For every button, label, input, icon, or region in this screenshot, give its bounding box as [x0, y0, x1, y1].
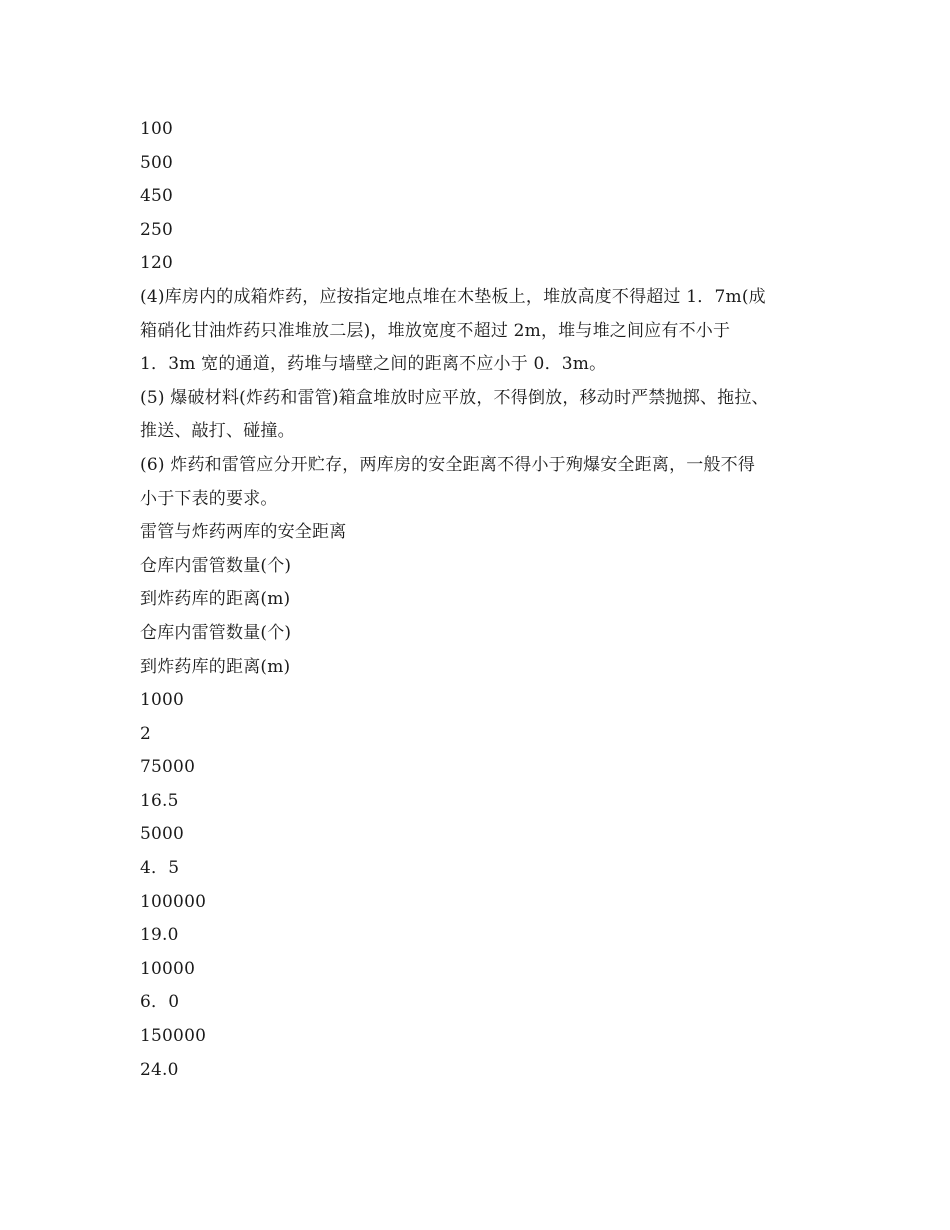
value-line: 250 — [140, 219, 174, 240]
table-cell: 10000 — [140, 958, 196, 979]
paragraph-6-line: (6) 炸药和雷管应分开贮存，两库房的安全距离不得小于殉爆安全距离，一般不得 — [140, 454, 756, 475]
paragraph-4-line: (4)库房内的成箱炸药，应按指定地点堆在木垫板上，堆放高度不得超过 1．7m(成 — [140, 286, 766, 307]
value-line: 120 — [140, 253, 174, 274]
table-header: 到炸药库的距离(m) — [140, 589, 291, 610]
paragraph-6-line: 小于下表的要求。 — [140, 488, 278, 509]
document-content — [140, 113, 840, 1087]
table-cell: 4．5 — [140, 858, 180, 879]
table-cell: 1000 — [140, 690, 185, 711]
value-line: 100 — [140, 119, 174, 139]
table-cell: 150000 — [140, 1026, 207, 1047]
table-cell: 5000 — [140, 824, 185, 845]
table-header: 仓库内雷管数量(个) — [140, 622, 292, 643]
value-line: 500 — [140, 152, 174, 173]
table-cell: 100000 — [140, 891, 207, 912]
table-cell: 19.0 — [140, 925, 179, 946]
table-header: 到炸药库的距离(m) — [140, 656, 291, 677]
paragraph-4-line: 1．3m 宽的通道，药堆与墙壁之间的距离不应小于 0．3m。 — [140, 354, 607, 375]
table-header: 仓库内雷管数量(个) — [140, 555, 292, 576]
table-cell: 24.0 — [140, 1059, 179, 1080]
paragraph-5-line: 推送、敲打、碰撞。 — [140, 421, 295, 442]
table-title: 雷管与炸药两库的安全距离 — [140, 522, 347, 543]
paragraph-5-line: (5) 爆破材料(炸药和雷管)箱盒堆放时应平放，不得倒放，移动时严禁抛掷、拖拉、 — [140, 387, 769, 408]
table-cell: 16.5 — [140, 790, 179, 811]
paragraph-4-line: 箱硝化甘油炸药只准堆放二层)，堆放宽度不超过 2m，堆与堆之间应有不小于 — [140, 320, 731, 341]
table-cell: 75000 — [140, 757, 196, 778]
table-cell: 2 — [140, 723, 152, 744]
value-line: 450 — [140, 186, 174, 207]
table-cell: 6．0 — [140, 992, 180, 1013]
